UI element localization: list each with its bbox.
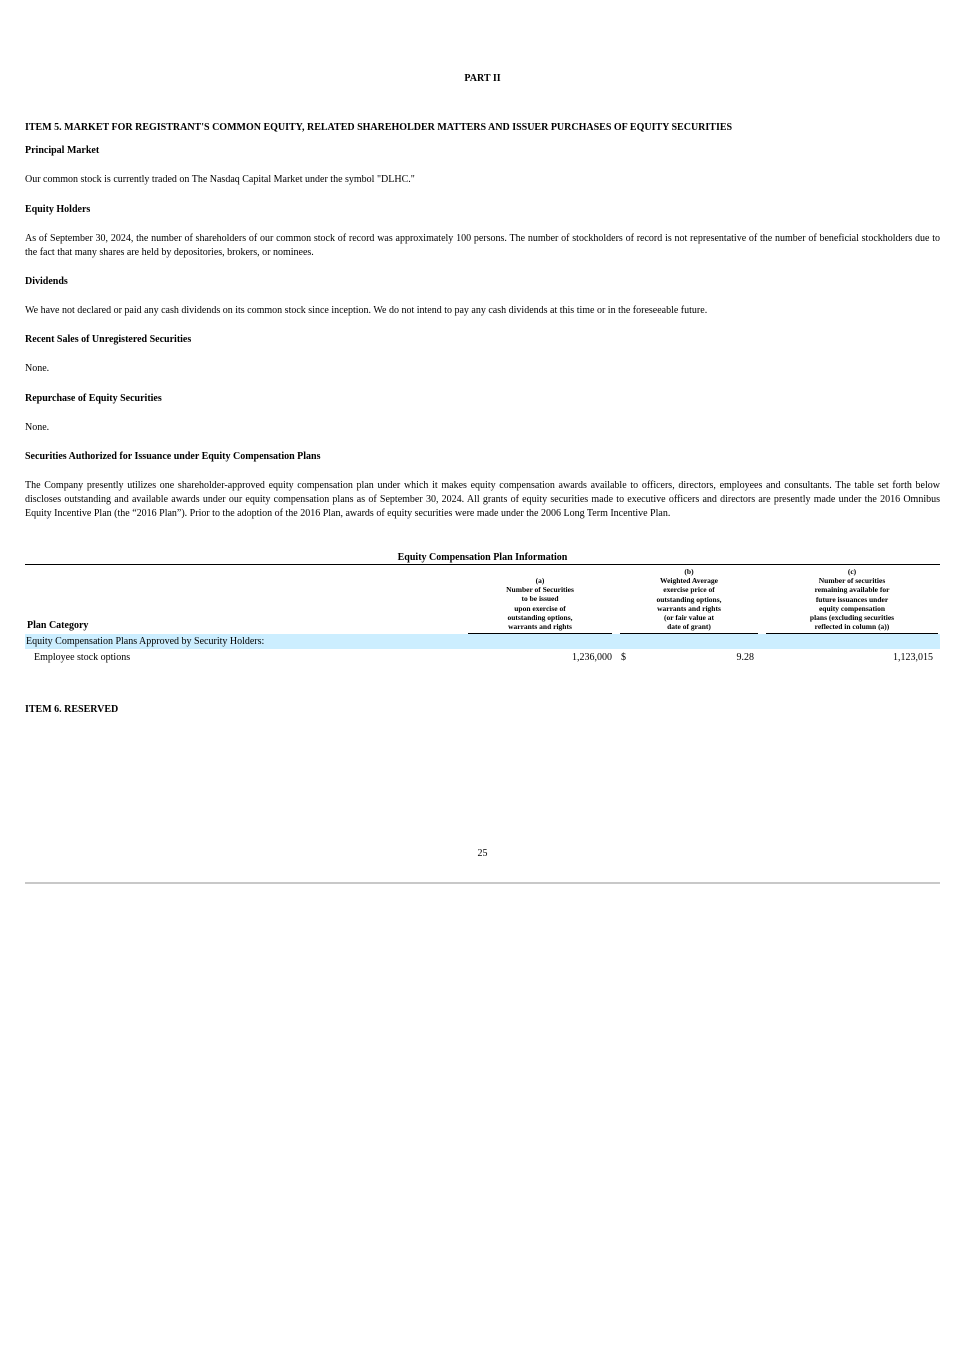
col-c-line: equity compensation bbox=[818, 603, 886, 613]
col-a-line: outstanding options, bbox=[507, 612, 573, 622]
col-c-line: future issuances under bbox=[815, 594, 889, 604]
item5-heading: ITEM 5. MARKET FOR REGISTRANT'S COMMON EQUITY, RELATED SHAREHOLDER MATTERS AND ISSUER PURCHASES OF EQUITY SECURITIES bbox=[25, 122, 733, 133]
repurchase-heading: Repurchase of Equity Securities bbox=[25, 393, 162, 404]
col-b-label: (b) bbox=[684, 567, 694, 576]
row-col-a-value: 1,236,000 bbox=[572, 652, 612, 663]
col-c-line: Number of securities bbox=[818, 576, 886, 586]
col-a-line: to be issued bbox=[521, 594, 559, 604]
col-b-line: Weighted Average bbox=[660, 576, 718, 586]
col-a-line: warrants and rights bbox=[508, 622, 572, 632]
equity-holders-text: As of September 30, 2024, the number of shareholders of our common stock of record was approximately 100 persons. The number of stockholders of record is not representative of the number of beneficial stockholders due to the fact that many shares are held by depositories, brokers, or nominees. bbox=[25, 233, 940, 258]
principal-market-heading: Principal Market bbox=[25, 145, 100, 156]
col-a-header bbox=[468, 576, 612, 631]
recent-sales-heading: Recent Sales of Unregistered Securities bbox=[25, 334, 192, 345]
col-a-line: upon exercise of bbox=[514, 603, 566, 613]
col-c-line: remaining available for bbox=[814, 585, 890, 595]
col-b-line: warrants and rights bbox=[657, 603, 721, 613]
plan-category-header: Plan Category bbox=[27, 620, 89, 631]
col-b-header bbox=[620, 567, 758, 631]
equity-compensation-table bbox=[25, 564, 940, 663]
item6-heading: ITEM 6. RESERVED bbox=[25, 704, 119, 715]
page-number: 25 bbox=[477, 848, 488, 859]
part-title: PART II bbox=[464, 73, 501, 84]
col-c-line: reflected in column (a)) bbox=[814, 622, 890, 632]
col-b-line: (or fair value at bbox=[664, 613, 714, 623]
col-c-header bbox=[766, 567, 938, 631]
row-col-b-value: 9.28 bbox=[736, 652, 754, 663]
principal-market-text: Our common stock is currently traded on The Nasdaq Capital Market under the symbol "DLHC." bbox=[25, 174, 415, 185]
table-row-group bbox=[25, 634, 940, 649]
row-currency-symbol: $ bbox=[621, 652, 626, 663]
row-category: Employee stock options bbox=[34, 652, 131, 663]
col-c-line: plans (excluding securities bbox=[809, 613, 895, 623]
dividends-text: We have not declared or paid any cash dividends on its common stock since inception. We do not intend to pay any cash dividends at this time or in the foreseeable future. bbox=[25, 305, 708, 316]
securities-authorized-heading: Securities Authorized for Issuance under Equity Compensation Plans bbox=[25, 451, 321, 462]
col-b-line: date of grant) bbox=[667, 622, 711, 632]
col-a-line: Number of Securities bbox=[506, 585, 574, 595]
securities-authorized-text: The Company presently utilizes one shareholder-approved equity compensation plan under which it makes equity compensation awards available to officers, directors, employees and consultants. The table set forth below discloses outstanding and available awards under our equity compensation plans as of September 30, 2024. All grants of equity securities made to executive officers and directors are presently made under the 2016 Omnibus Equity Incentive Plan (the “2016 Plan”). Prior to the adoption of the 2016 Plan, awards of equity securities were made under the 2006 Long Term Incentive Plan. bbox=[25, 480, 940, 519]
row-col-c-value: 1,123,015 bbox=[893, 652, 933, 663]
col-b-line: outstanding options, bbox=[656, 594, 722, 604]
equity-holders-heading: Equity Holders bbox=[25, 204, 91, 215]
table-row bbox=[25, 650, 940, 665]
recent-sales-text: None. bbox=[25, 363, 50, 374]
col-c-label: (c) bbox=[847, 567, 857, 576]
col-a-label: (a) bbox=[535, 576, 545, 585]
dividends-heading: Dividends bbox=[25, 276, 68, 287]
group-label: Equity Compensation Plans Approved by Security Holders: bbox=[26, 636, 265, 647]
repurchase-text: None. bbox=[25, 422, 50, 433]
col-b-line: exercise price of bbox=[663, 585, 715, 595]
table-title: Equity Compensation Plan Information bbox=[397, 552, 568, 563]
page-divider bbox=[25, 882, 940, 884]
